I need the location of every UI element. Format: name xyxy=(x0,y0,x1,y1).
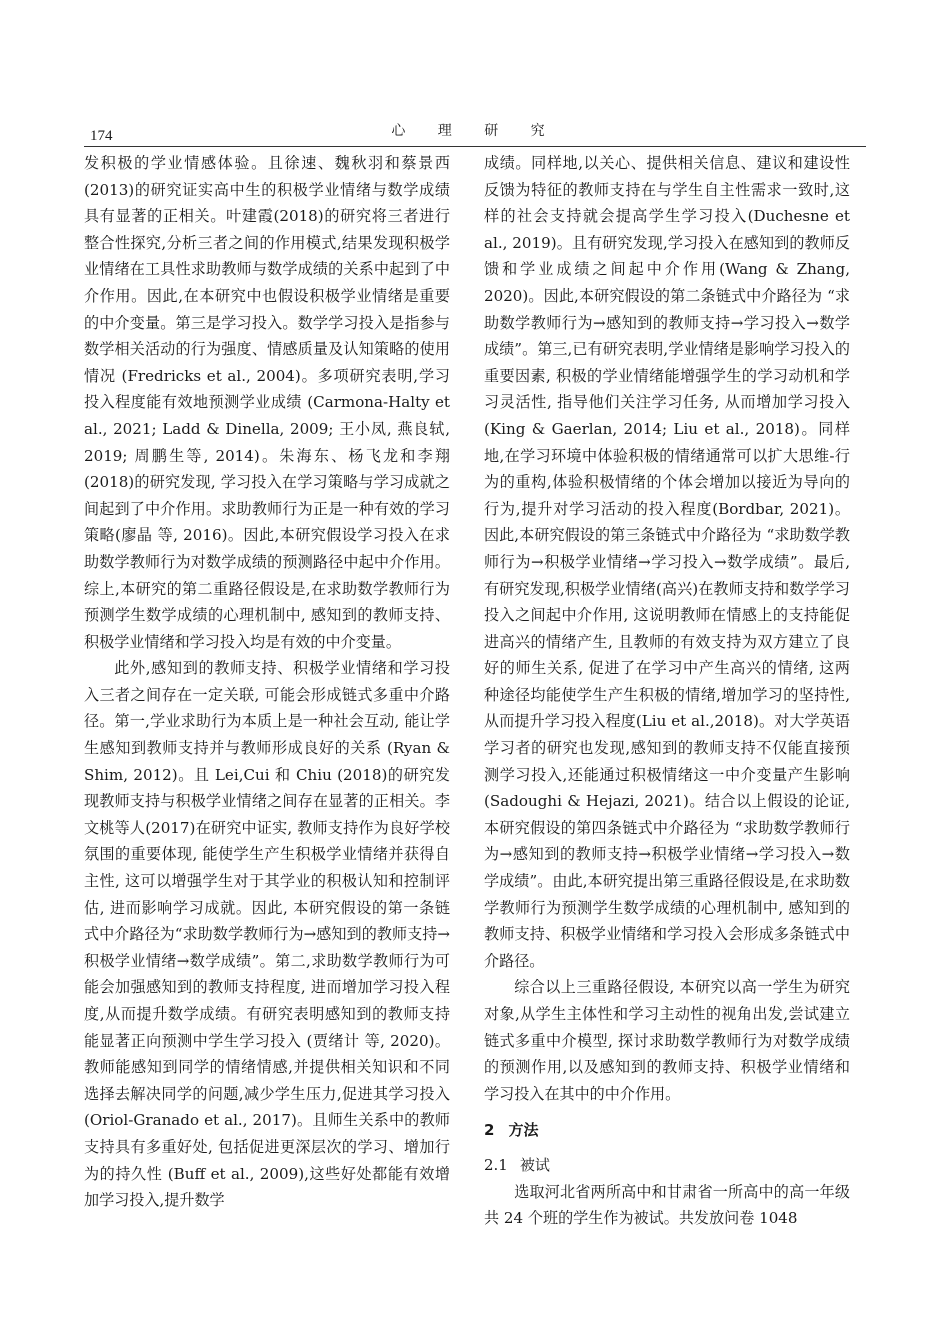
body-paragraph: 发积极的学业情感体验。且徐速、魏秋羽和蔡景西(2013)的研究证实高中生的积极学业情绪与数学成绩具有显著的正相关。叶建霞(2018)的研究将三者进行整合性探究,分析三者之间的作用模式,结果发现积极学业情绪在工具性求助教师与数学成绩的关系中起到了中介作用。因此,在本研究中也假设积极学业情绪是重要的中介变量。第三是学习投入。数学学习投入是指参与数学相关活动的行为强度、情感质量及认知策略的使用情况 (Fredricks et al., 2004)。多项研究表明,学习投入程度能有效地预测学业成绩 (Carmona-Halty et al., 2021; Ladd & Dinella, 2009; 王小凤, 燕良轼, 2019; 周鹏生等, 2014)。朱海东、杨飞龙和李翔(2018)的研究发现, 学习投入在学习策略与学习成就之间起到了中介作用。求助教师行为正是一种有效的学习策略(廖晶 等, 2016)。因此,本研究假设学习投入在求助数学教师行为对数学成绩的预测路径中起中介作用。综上,本研究的第二重路径假设是,在求助数学教师行为预测学生数学成绩的心理机制中, 感知到的教师支持、积极学业情绪和学习投入均是有效的中介变量。 xyxy=(84,154,450,651)
page-header xyxy=(84,118,866,148)
body-paragraph: 此外,感知到的教师支持、积极学业情绪和学习投入三者之间存在一定关联, 可能会形成链式多重中介路径。第一,学业求助行为本质上是一种社会互动, 能让学生感知到教师支持并与教师形成良好的关系 (Ryan & Shim, 2012)。且 Lei,Cui 和 Chiu (2018)的研究发现教师支持与积极学业情绪之间存在显著的正相关。李文桃等人(2017)在研究中证实, 教师支持作为良好学校氛围的重要体现, 能使学生产生积极学业情绪并获得自主性, 这可以增强学生对于其学业的积极认知和控制评估, 进而影响学习成就。因此, 本研究假设的第一条链式中介路径为“求助数学教师行为→感知到的教师支持→积极学业情绪→数学成绩”。第二,求助数学教师行为可能会加强感知到的教师支持程度, 进而增加学习投入程度,从而提升数学成绩。有研究表明感知到的教师支持能显著正向预测中学生学习投入 (贾绪计 等, 2020)。教师能感知到同学的情绪情感,并提供相关知识和不同选择去解决同学的问题,减少学生压力,促进其学习投入(Oriol-Granado et al., 2017)。且师生关系中的教师支持具有多重好处, 包括促进更深层次的学习、增加行为的持久性 (Buff et al., 2009),这些好处都能有效增加学习投入,提升数学 xyxy=(84,659,450,1210)
subsection-title: 被试 xyxy=(519,1155,550,1174)
section-title: 方法 xyxy=(508,1121,539,1140)
page-number: 174 xyxy=(90,128,113,144)
section-heading xyxy=(484,1117,850,1144)
subsection-number: 2.1 xyxy=(484,1155,508,1174)
header-rule xyxy=(84,146,866,147)
right-column xyxy=(484,150,850,1232)
body-paragraph: 综合以上三重路径假设, 本研究以高一学生为研究对象,从学生主体性和学习主动性的视角出发,尝试建立链式多重中介模型, 探讨求助数学教师行为对数学成绩的预测作用,以及感知到的教师支持、积极学业情绪和学习投入在其中的中介作用。 xyxy=(484,978,850,1103)
body-paragraph: 选取河北省两所高中和甘肃省一所高中的高一年级共 24 个班的学生作为被试。共发放问卷 1048 xyxy=(484,1182,850,1228)
journal-title: 心 理 研 究 xyxy=(391,123,559,139)
left-column xyxy=(84,150,450,1214)
section-number: 2 xyxy=(484,1121,495,1140)
subsection-heading xyxy=(484,1152,850,1179)
body-paragraph: 成绩。同样地,以关心、提供相关信息、建议和建设性反馈为特征的教师支持在与学生自主性需求一致时,这样的社会支持就会提高学生学习投入(Duchesne et al., 2019)。且有研究发现,学习投入在感知到的教师反馈和学业成绩之间起中介作用(Wang & Zhang, 2020)。因此,本研究假设的第二条链式中介路径为 “求助数学教师行为→感知到的教师支持→学习投入→数学成绩”。第三,已有研究表明,学业情绪是影响学习投入的重要因素, 积极的学业情绪能增强学生的学习动机和学习灵活性, 指导他们关注学习任务, 从而增加学习投入 (King & Gaerlan, 2014; Liu et al., 2018)。同样地,在学习环境中体验积极的情绪通常可以扩大思维-行为的重构,体验积极情绪的个体会增加以接近为导向的行为,提升对学习活动的投入程度(Bordbar, 2021)。因此,本研究假设的第三条链式中介路径为 “求助数学教师行为→积极学业情绪→学习投入→数学成绩”。最后,有研究发现,积极学业情绪(高兴)在教师支持和数学学习投入之间起中介作用, 这说明教师在情感上的支持能促进高兴的情绪产生, 且教师的有效支持为双方建立了良好的师生关系, 促进了在学习中产生高兴的情绪, 这两种途径均能使学生产生积极的情绪,增加学习的坚持性,从而提升学习投入程度(Liu et al.,2018)。对大学英语学习者的研究也发现,感知到的教师支持不仅能直接预测学习投入,还能通过积极情绪这一中介变量产生影响(Sadoughi & Hejazi, 2021)。结合以上假设的论证,本研究假设的第四条链式中介路径为 “求助数学教师行为→感知到的教师支持→积极学业情绪→学习投入→数学成绩”。由此,本研究提出第三重路径假设是,在求助数学教师行为预测学生数学成绩的心理机制中, 感知到的教师支持、积极学业情绪和学习投入会形成多条链式中介路径。 xyxy=(484,154,850,970)
